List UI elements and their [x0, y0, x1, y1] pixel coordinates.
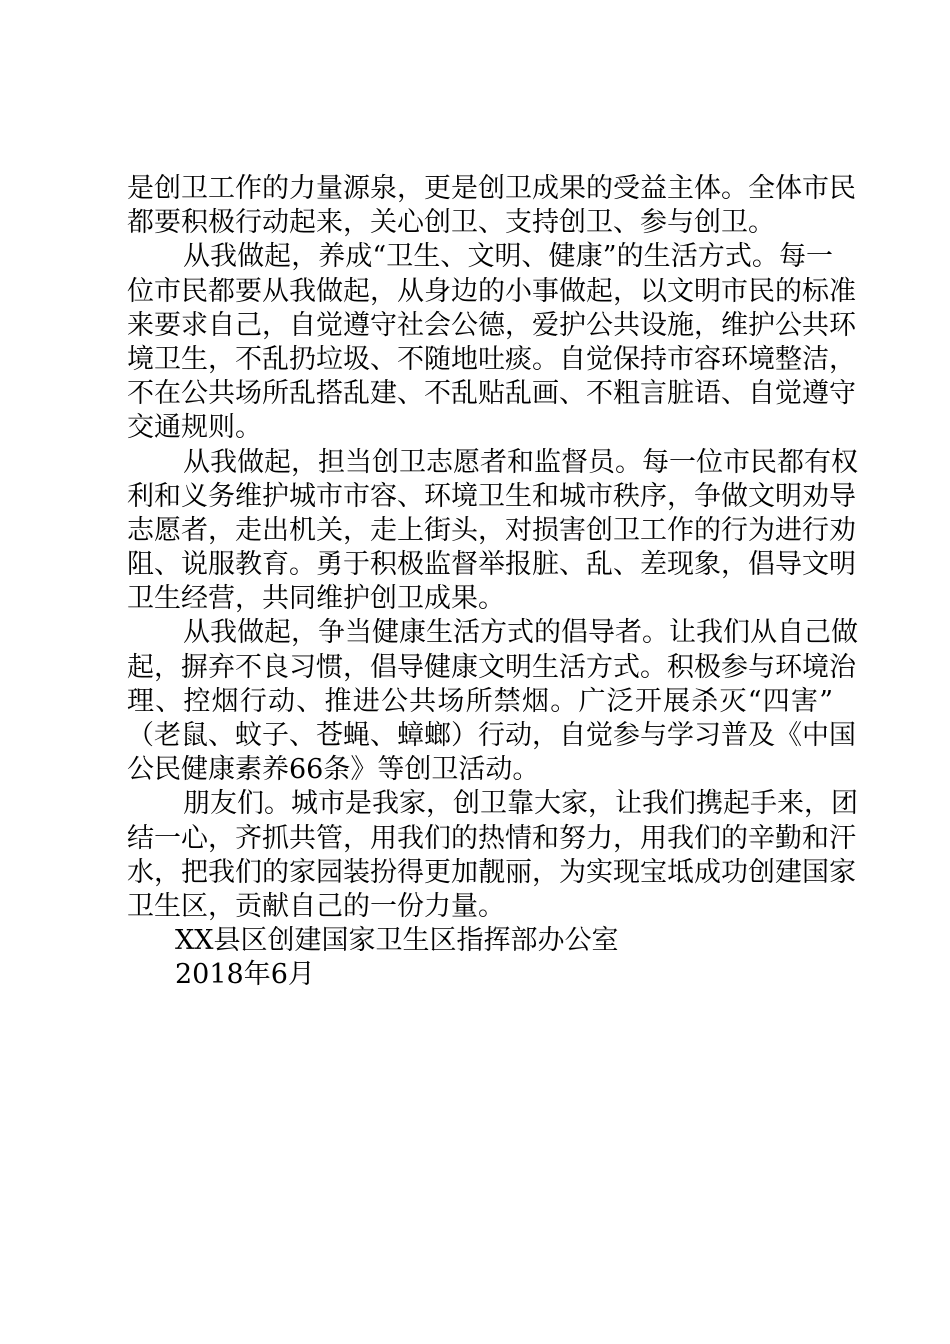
text-line: 境卫生，不乱扔垃圾、不随地吐痰。自觉保持市容环境整洁， [127, 343, 856, 375]
text-line: 利和义务维护城市市容、环境卫生和城市秩序，争做文明劝导 [127, 480, 856, 512]
text-line: 都要积极行动起来，关心创卫、支持创卫、参与创卫。 [127, 207, 775, 239]
text-line: 结一心，齐抓共管，用我们的热情和努力，用我们的辛勤和汗 [127, 822, 856, 854]
text-line: 位市民都要从我做起，从身边的小事做起，以文明市民的标准 [127, 275, 856, 307]
text-line: 来要求自己，自觉遵守社会公德，爱护公共设施，维护公共环 [127, 309, 856, 341]
text-line: 阻、说服教育。勇于积极监督举报脏、乱、差现象，倡导文明 [127, 549, 856, 581]
text-line: 从我做起，争当健康生活方式的倡导者。让我们从自己做 [183, 617, 858, 649]
text-line: 起，摒弃不良习惯，倡导健康文明生活方式。积极参与环境治 [127, 651, 856, 683]
paragraph [127, 240, 856, 445]
signature-date: 2018年6月 [175, 959, 315, 991]
text-line: 从我做起，担当创卫志愿者和监督员。每一位市民都有权 [183, 446, 858, 478]
text-line: 是创卫工作的力量源泉，更是创卫成果的受益主体。全体市民 [127, 173, 856, 204]
text-line: 卫生区，贡献自己的一份力量。 [127, 890, 505, 922]
text-line: 不在公共场所乱搭乱建、不乱贴乱画、不粗言脏语、自觉遵守 [127, 378, 856, 410]
text-line: 交通规则。 [127, 412, 262, 444]
text-line: （老鼠、蚊子、苍蝇、蟑螂）行动，自觉参与学习普及《中国 [127, 720, 856, 751]
text-line: 水，把我们的家园装扮得更加靓丽，为实现宝坻成功创建国家 [127, 856, 856, 888]
signature-block [127, 924, 833, 992]
text-line: 朋友们。城市是我家，创卫靠大家，让我们携起手来，团 [183, 788, 858, 820]
signature-organization: XX县区创建国家卫生区指挥部办公室 [175, 925, 619, 957]
paragraph [127, 616, 858, 787]
document-body [127, 172, 858, 993]
text-line: 公民健康素养66条》等创卫活动。 [127, 754, 540, 786]
text-line: 志愿者，走出机关，走上街头，对损害创卫工作的行为进行劝 [127, 514, 856, 546]
paragraph [127, 446, 858, 617]
text-line: 理、控烟行动、推进公共场所禁烟。广泛开展杀灭“四害” [127, 685, 833, 717]
paragraph [127, 172, 856, 240]
text-line: 从我做起，养成“卫生、文明、健康”的生活方式。每一 [183, 241, 833, 273]
paragraph [127, 787, 858, 924]
text-line: 卫生经营，共同维护创卫成果。 [127, 583, 505, 615]
